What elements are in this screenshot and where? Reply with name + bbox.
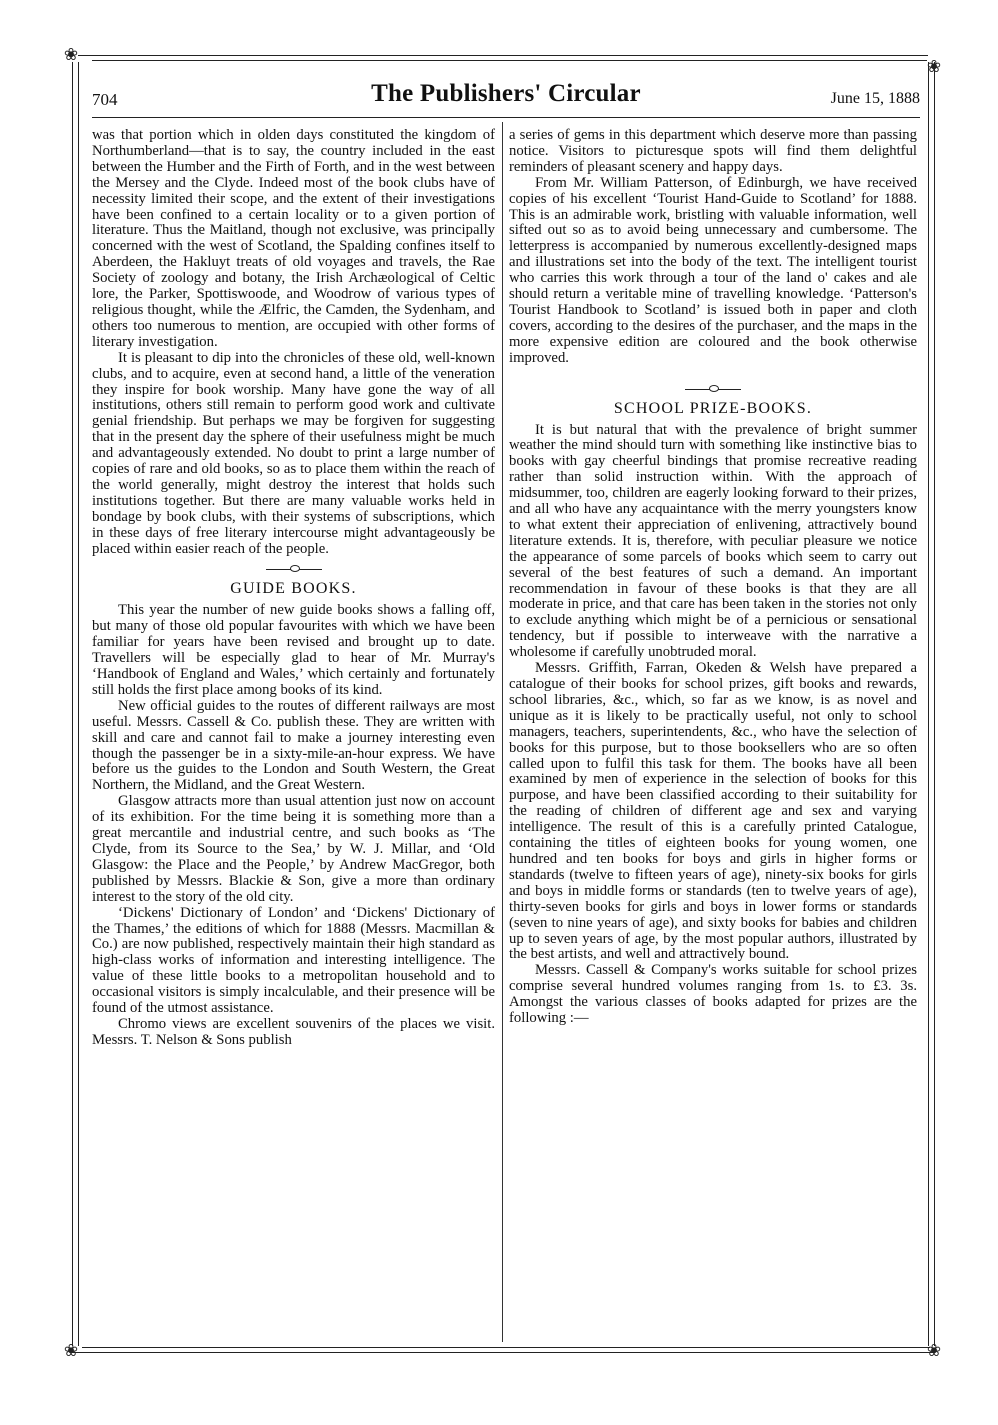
paragraph: Chromo views are excellent souvenirs of the places we visit. Messrs. T. Nelson & Sons publish [92,1015,495,1048]
right-column [509,128,917,1027]
right-rule-outer [934,62,935,1346]
left-rule-inner [78,62,79,1346]
bottom-rule-outer [72,1352,934,1353]
section-heading-school-prize-books: SCHOOL PRIZE-BOOKS. [613,399,813,417]
right-rule-inner [928,62,929,1346]
page-header [92,80,920,112]
paragraph: a series of gems in this department which deserve more than passing notice. Visitors to picturesque spots will find them delightful reminders of pleasant scenery and happy days. [509,127,917,175]
left-rule-outer [72,62,73,1346]
section-divider [685,381,741,399]
fleuron-icon: ❀ [926,1341,942,1361]
header-rule [92,117,920,118]
section-divider [266,561,322,579]
journal-title: The Publishers' Circular [371,80,641,107]
paragraph: From Mr. William Patterson, of Edinburgh, we have received copies of his excellent ‘Tourist Hand-Guide to Scotland’ for 1888. This is an admirable work, bristling with valuable information, well sifted out so as to avoid being unnecessary and cumbersome. The letterpress is accompanied by numerous excellently-designed maps and illustrations set into the body of the text. The intelligent tourist who carries this work through a tour of the land o' cakes and ale should return a veritable mine of travelling knowledge. ‘Patterson's Tourist Handbook to Scotland’ is issued both in paper and cloth covers, according to the desires of the purchaser, and the maps in the more expensive edition are coloured and the book otherwise improved. [509,174,917,366]
page-number: 704 [92,90,118,109]
column-divider [502,122,503,1342]
section-heading-guide-books: GUIDE BOOKS. [230,580,357,598]
paragraph: ‘Dickens' Dictionary of London’ and ‘Dickens' Dictionary of the Thames,’ the editions of which for 1888 (Messrs. Macmillan & Co.) are now published, respectively maintain their high standard as high-class works of information and interesting intelligence. The value of these little books to a metropolitan household and to occasional visitors is simply incalculable, and their presence will be found of the utmost assistance. [92,904,495,1017]
paragraph: was that portion which in olden days constituted the kingdom of Northumberland—that is to say, the country included in the east between the Humber and the Firth of Forth, and in the west between the Mersey and the Clyde. Indeed most of the book clubs have of necessity limited their scope, and the extent of their investigations have been confined to a certain locality or to a given portion of literature. Thus the Maitland, though not exclusive, was principally concerned with the west of Scotland, the Spalding confines itself to Aberdeen, the Hakluyt treats of old voyages and travels, the Rae Society of zoology and botany, the Irish Archæological of Celtic lore, the Parker, Spottiswoode, and Woodrow of various types of religious thought, while the Ælfric, the Camden, the Sydenham, and others too numerous to mention, are occupied with other forms of literary investigation. [92,127,495,350]
top-rule-inner [92,60,927,61]
paragraph: Messrs. Cassell & Company's works suitable for school prizes comprise several hundred volumes ranging from 1s. to £3. 3s. Amongst the various classes of books adapted for prizes are the following :— [509,962,917,1027]
fleuron-icon: ❀ [63,1341,79,1361]
left-column [92,128,495,1049]
paragraph: Glasgow attracts more than usual attention just now on account of its exhibition. For the time being it is something more than a great mercantile and industrial centre, and such books as ‘The Clyde, from its Source to the Sea,’ by W. J. Millar, and ‘Old Glasgow: the Place and the People,’ by Andrew MacGregor, both published by Messrs. Blackie & Son, give a more than ordinary interest to the story of the old city. [92,793,495,905]
top-rule-outer [78,55,928,56]
paragraph: It is but natural that with the prevalence of bright summer weather the mind should turn with something like instinctive bias to books with gay cheerful bindings that promise recreative reading rather than solid instruction within. With the approach of midsummer, too, children are eagerly looking forward to their prizes, and all who have any acquaintance with the merry youngsters know to what extent their appreciation of enlivening, attractively bound literature extends. It is, therefore, with peculiar pleasure we notice the appearance of some parcels of books which seem to carry out several of the best features of such a demand. An important recommendation in favour of these books is that they are all moderate in price, and that care has been taken in the stories not only to exclude anything which might be of a pernicious or sensational tendency, but if possible to interweave with the narrative a wholesome if carefully unobtruded moral. [509,421,917,661]
paragraph: New official guides to the routes of different railways are most useful. Messrs. Cassell & Co. publish these. They are written with skill and care and cannot fail to make a journey interesting even though the passenger be in a sixty-mile-an-hour express. We have before us the guides to the London and South Western, the Great Northern, the Midland, and the Great Western. [92,697,495,794]
issue-date: June 15, 1888 [830,90,920,107]
paragraph: Messrs. Griffith, Farran, Okeden & Welsh have prepared a catalogue of their books for school prizes, gift books and rewards, school libraries, &c., which, so far as we know, is as novel and unique as it is likely to be practically useful, not only to school managers, teachers, superintendents, &c., who have the selection of books for this purpose, but to those booksellers who are so often called upon to fulfil this task for them. The books have all been examined by men of experience in the selection of books for this purpose, and have been classified according to their suitability for the reading of children of different age and sex and varying intelligence. The result of this is a carefully printed Catalogue, containing the titles of eighteen books for young women, one hundred and ten books for boys and girls in higher forms or standards (twelve to fifteen years of age), ninety-six books for girls and boys in middle forms or standards (ten to twelve years of age), thirty-seven books for girls and boys in lower forms or standards (seven to nine years of age), and sixty books for babies and children up to seven years of age, by the most popular authors, illustrated by the best artists, and well and attractively bound. [509,660,917,963]
paragraph: It is pleasant to dip into the chronicles of these old, well-known clubs, and to acquire, even at second hand, a little of the veneration they inspire for book worship. Many have gone the way of all institutions, others still remain to perform good work and cultivate genial friendship. But perhaps we may be forgiven for suggesting that in the present day the sphere of their usefulness might be much and advantageously extended. No doubt to print a large number of copies of rare and old books, so as to place them within the reach of the world generally, might destroy the interest that holds such institutions together. But there are many valuable works held in bondage by book clubs, with their systems of subscriptions, which in these days of free literary intercourse might advantageously be placed within easier reach of the people. [92,349,495,557]
fleuron-icon: ❀ [926,57,942,77]
paragraph: This year the number of new guide books shows a falling off, but many of those old popular favourites with which we have been familiar for years have been revised and brought up to date. Travellers will be especially glad to hear of Mr. Murray's ‘Handbook of England and Wales,’ which certainly and fortunately still holds the first place among books of its kind. [92,602,495,698]
fleuron-icon: ❀ [63,45,79,65]
bottom-rule-inner [82,1347,930,1348]
